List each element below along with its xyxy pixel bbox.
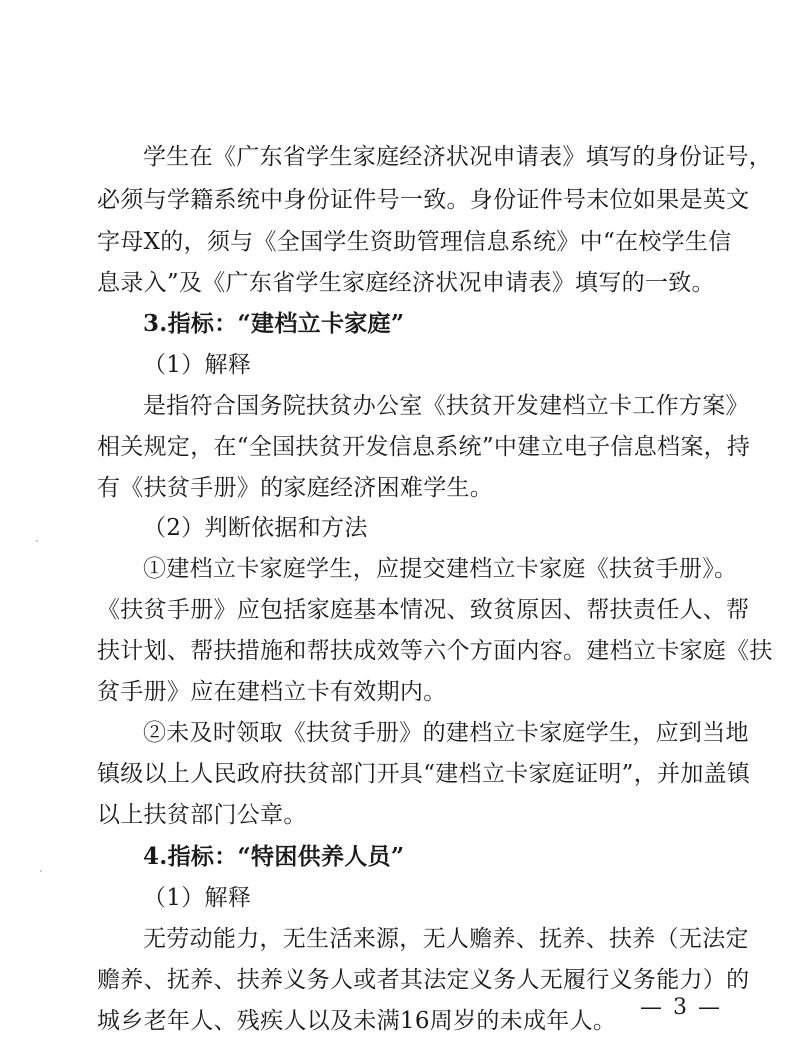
- paragraph-line: 以上扶贫部门公章。: [97, 802, 307, 828]
- paragraph-line: 贫手册》应在建档立卡有效期内。: [97, 679, 447, 705]
- paragraph-line: 有《扶贫手册》的家庭经济困难学生。: [97, 475, 494, 501]
- section-heading: 3.指标：“建档立卡家庭”: [143, 310, 405, 337]
- page-number: — 3 —: [640, 995, 722, 1020]
- section-heading: 4.指标：“特困供养人员”: [143, 843, 405, 870]
- paragraph-line: ②未及时领取《扶贫手册》的建档立卡家庭学生，应到当地: [143, 720, 749, 746]
- subsection-heading: （2）判断依据和方法: [143, 515, 368, 541]
- paragraph-line: 城乡老年人、残疾人以及未满16周岁的未成年人。: [97, 1008, 617, 1034]
- scan-speck: [36, 540, 38, 542]
- paragraph-line: 《扶贫手册》应包括家庭基本情况、致贫原因、帮扶责任人、帮: [97, 597, 750, 623]
- paragraph-line: 赡养、抚养、扶养义务人或者其法定义务人无履行义务能力）的: [97, 967, 750, 993]
- paragraph-line: 息录入”及《广东省学生家庭经济状况申请表》填写的一致。: [97, 270, 715, 296]
- paragraph-line: 必须与学籍系统中身份证件号一致。身份证件号末位如果是英文: [97, 187, 750, 213]
- paragraph-line: 字母X的，须与《全国学生资助管理信息系统》中“在校学生信: [97, 229, 732, 255]
- paragraph-line: 是指符合国务院扶贫办公室《扶贫开发建档立卡工作方案》: [143, 393, 749, 419]
- paragraph-line: 扶计划、帮扶措施和帮扶成效等六个方面内容。建档立卡家庭《扶: [97, 638, 773, 664]
- paragraph-line: 无劳动能力，无生活来源，无人赡养、抚养、扶养（无法定: [143, 926, 749, 952]
- subsection-heading: （1）解释: [143, 885, 252, 911]
- paragraph-line: 镇级以上人民政府扶贫部门开具“建档立卡家庭证明”，并加盖镇: [97, 761, 751, 787]
- scan-speck: [40, 870, 42, 872]
- paragraph-line: 学生在《广东省学生家庭经济状况申请表》填写的身份证号，: [143, 144, 773, 170]
- subsection-heading: （1）解释: [143, 352, 252, 378]
- paragraph-line: ①建档立卡家庭学生，应提交建档立卡家庭《扶贫手册》。: [143, 556, 738, 582]
- paragraph-line: 相关规定，在“全国扶贫开发信息系统”中建立电子信息档案，持: [97, 434, 751, 460]
